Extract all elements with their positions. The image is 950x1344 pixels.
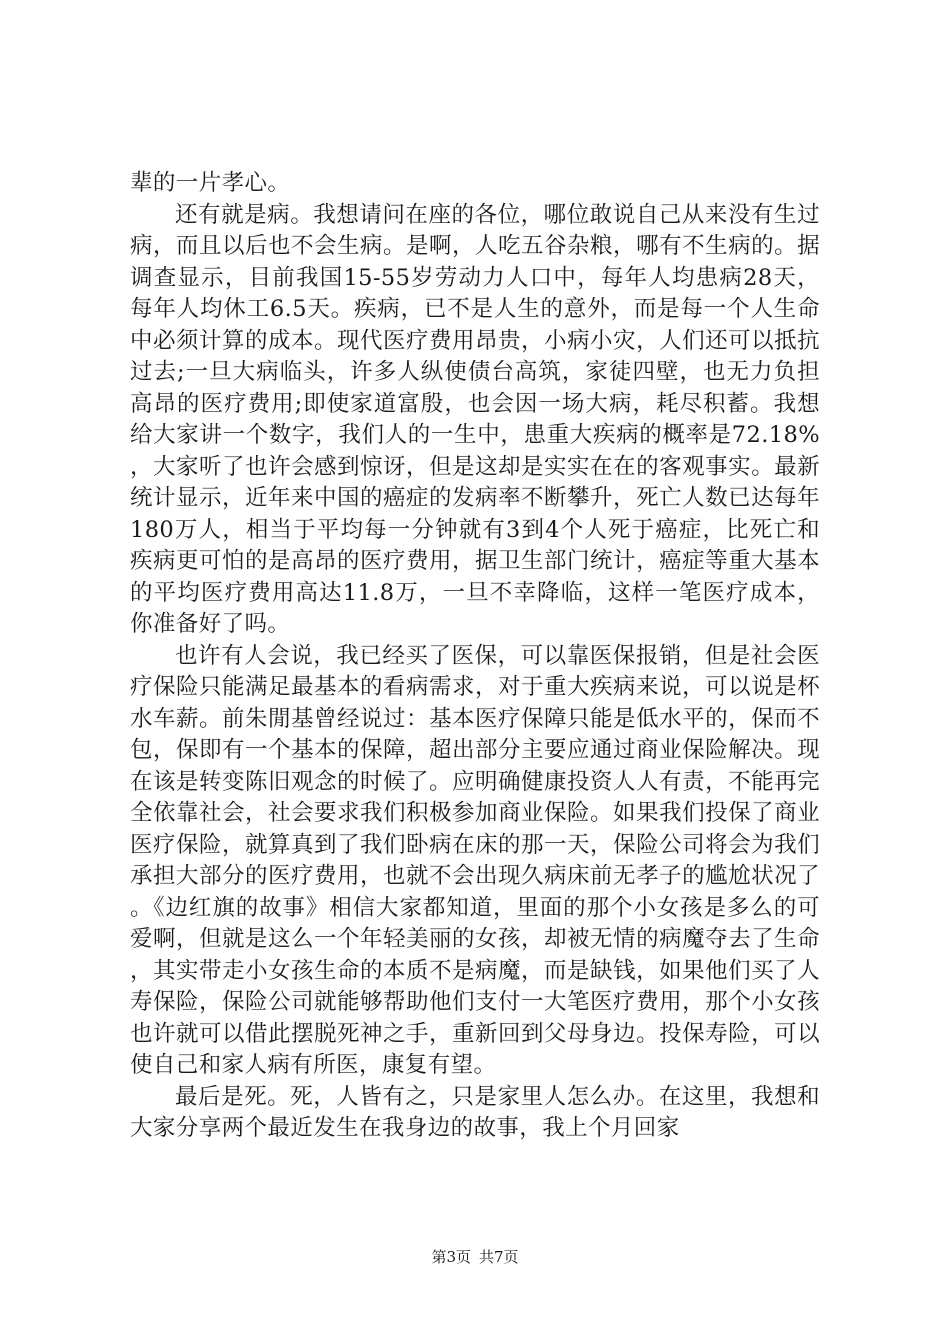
document-body xyxy=(130,168,820,1145)
page-number: 第3页 xyxy=(431,1248,471,1266)
page-total: 共7页 xyxy=(479,1248,519,1266)
paragraph-illness: 还有就是病。我想请问在座的各位，哪位敢说自己从来没有生过病，而且以后也不会生病。是啊，人吃五谷杂粮，哪有不生病的。据调查显示，目前我国15-55岁劳动力人口中，每年人均患病28天，每年人均休工6.5天。疾病，已不是人生的意外，而是每一个人生命中必须计算的成本。现代医疗费用昂贵，小病小灾，人们还可以抵抗过去;一旦大病临头，许多人纵使债台高筑，家徒四壁，也无力负担高昂的医疗费用;即使家道富殷，也会因一场大病，耗尽积蓄。我想给大家讲一个数字，我们人的一生中，患重大疾病的概率是72.18%，大家听了也许会感到惊讶，但是这却是实实在在的客观事实。最新统计显示，近年来中国的癌症的发病率不断攀升，死亡人数已达每年180万人，相当于平均每一分钟就有3到4个人死于癌症，比死亡和疾病更可怕的是高昂的医疗费用，据卫生部门统计，癌症等重大基本的平均医疗费用高达11.8万，一旦不幸降临，这样一笔医疗成本，你准备好了吗。 xyxy=(130,201,820,637)
page-footer xyxy=(0,1247,950,1267)
paragraph-death: 最后是死。死，人皆有之，只是家里人怎么办。在这里，我想和大家分享两个最近发生在我身边的故事，我上个月回家 xyxy=(130,1083,820,1141)
paragraph-continuation: 辈的一片孝心。 xyxy=(130,170,291,196)
paragraph-medical-insurance: 也许有人会说，我已经买了医保，可以靠医保报销，但是社会医疗保险只能满足最基本的看病需求，对于重大疾病来说，可以说是杯水车薪。前朱閒基曾经说过：基本医疗保障只能是低水平的，保而不包，保即有一个基本的保障，超出部分主要应通过商业保险解决。现在该是转变陈旧观念的时候了。应明确健康投资人人有责，不能再完全依靠社会，社会要求我们积极参加商业保险。如果我们投保了商业医疗保险，就算真到了我们卧病在床的那一天，保险公司将会为我们承担大部分的医疗费用，也就不会出现久病床前无孝子的尴尬状况了。《边红旗的故事》相信大家都知道，里面的那个小女孩是多么的可爱啊，但就是这么一个年轻美丽的女孩，却被无情的病魔夺去了生命，其实带走小女孩生命的本质不是病魔，而是缺钱，如果他们买了人寿保险，保险公司就能够帮助他们支付一大笔医疗费用，那个小女孩也许就可以借此摆脱死神之手，重新回到父母身边。投保寿险，可以使自己和家人病有所医，康复有望。 xyxy=(130,642,820,1078)
